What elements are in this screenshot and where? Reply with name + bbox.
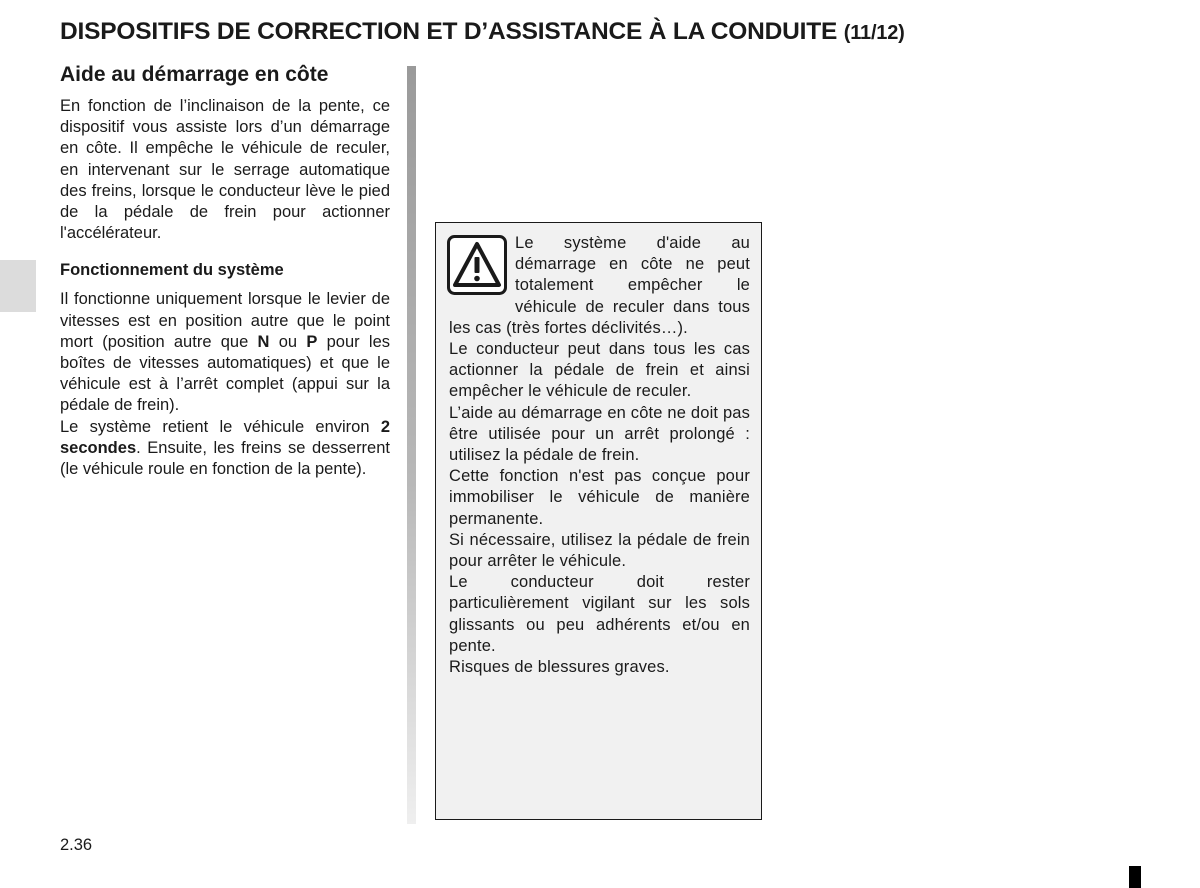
subsection-heading: Fonctionnement du système bbox=[60, 261, 284, 280]
page-title-text: DISPOSITIFS DE CORRECTION ET D’ASSISTANCE À LA CONDUITE bbox=[60, 18, 838, 45]
hold-text-1: Le système retient le véhicule environ bbox=[60, 417, 381, 436]
hold-text-2: . Ensuite, les freins se desserrent (le véhicule roule en fonction de la pente). bbox=[60, 438, 390, 479]
warning-line: Le système d'aide au démarrage en côte ne peut totalement empêcher le véhicule de reculer dans tous les cas (très fortes déclivités…). bbox=[449, 234, 750, 337]
hold-duration: 2 secondes bbox=[60, 417, 390, 457]
intro-paragraph: En fonction de l’inclinaison de la pente, ce dispositif vous assiste lors d’un démarrage en côte. Il empêche le véhicule de reculer, en intervenant sur le serrage automatique des freins, lorsque le conducteur lève le pied de la pédale de frein pour actionner l'accélérateur. bbox=[60, 97, 390, 243]
corner-mark bbox=[1129, 866, 1141, 888]
warning-line: Cette fonction n'est pas conçue pour immobiliser le véhicule de manière permanente. bbox=[449, 467, 750, 528]
left-column bbox=[60, 62, 390, 480]
warning-line: Risques de blessures graves. bbox=[449, 658, 670, 677]
section-tab bbox=[0, 260, 36, 312]
warning-line: Le conducteur doit rester particulièrement vigilant sur les sols glissants ou peu adhérents et/ou en pente. bbox=[449, 573, 750, 655]
operation-text-3: pour les boîtes de vitesses automatiques) et que le véhicule est à l’arrêt complet (appui sur la pédale de frein). bbox=[60, 332, 390, 415]
page-title bbox=[60, 18, 1160, 46]
page-number: 2.36 bbox=[60, 836, 93, 854]
warning-line: L’aide au démarrage en côte ne doit pas être utilisée pour un arrêt prolongé : utilisez la pédale de frein. bbox=[449, 403, 750, 465]
operation-text-1: Il fonctionne uniquement lorsque le levier de vitesses est en position autre que le point mort (position autre que bbox=[60, 290, 390, 351]
warning-box bbox=[435, 222, 762, 820]
gear-n-label: N bbox=[257, 332, 270, 351]
page-count: (11/12) bbox=[843, 22, 905, 44]
column-divider bbox=[407, 66, 416, 824]
operation-text-2: ou bbox=[269, 332, 307, 351]
warning-line: Si nécessaire, utilisez la pédale de frein pour arrêter le véhicule. bbox=[449, 530, 750, 571]
operation-paragraph bbox=[60, 289, 390, 480]
warning-triangle-icon bbox=[447, 235, 507, 295]
warning-text bbox=[449, 233, 750, 678]
gear-p-label: P bbox=[306, 332, 318, 351]
section-heading: Aide au démarrage en côte bbox=[60, 63, 329, 86]
warning-line: Le conducteur peut dans tous les cas actionner la pédale de frein et ainsi empêcher le véhicule de reculer. bbox=[449, 340, 750, 401]
